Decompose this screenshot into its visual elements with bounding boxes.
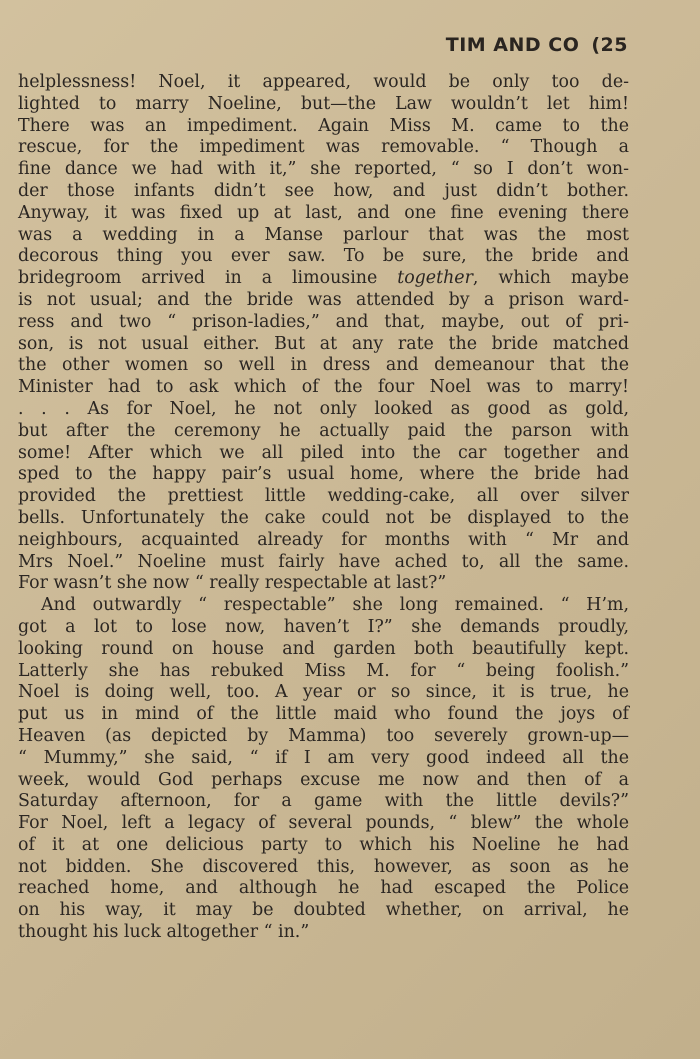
text-line: Latterly she has rebuked Miss M. for “ being foolish.” [18,660,629,681]
text-line: Minister had to ask which of the four Noel was to marry! [18,377,629,398]
text-line: provided the prettiest little wedding-cake, all over silver [18,486,629,507]
text-line: of it at one delicious party to which his Noeline he had [18,834,629,855]
text-line: der those infants didn’t see how, and just didn’t bother. [18,180,629,201]
page-number: (25 [591,34,628,56]
text-line: “ Mummy,” she said, “ if I am very good indeed all the [18,747,629,768]
text-line: reached home, and although he had escaped the Police [18,878,629,899]
text-line: but after the ceremony he actually paid the parson with [18,420,629,441]
text-line: helplessness! Noel, it appeared, would be only too de- [18,72,629,92]
text-line: ress and two “ prison-ladies,” and that, maybe, out of pri- [18,311,629,332]
text-line: rescue, for the impediment was removable. “ Though a [18,137,629,158]
text-line: bridegroom arrived in a limousine together, which maybe [18,268,629,289]
text-line: Mrs Noel.” Noeline must fairly have ached to, all the same. [18,551,629,572]
text-line: put us in mind of the little maid who found the joys of [18,704,629,725]
text-line: the other women so well in dress and demeanour that the [18,355,629,376]
text-line: some! After which we all piled into the car together and [18,442,629,463]
text-line: For Noel, left a legacy of several pounds, “ blew” the whole [18,813,629,834]
text-line: week, would God perhaps excuse me now and then of a [18,769,629,790]
text-line: on his way, it may be doubted whether, on arrival, he [18,900,629,921]
text-line: . . . As for Noel, he not only looked as good as gold, [18,398,629,419]
body-text [18,72,629,944]
text-line: Saturday afternoon, for a game with the little devils?” [18,791,629,812]
running-title: TIM AND CO [445,34,580,56]
text-line: For wasn’t she now “ really respectable at last?” [18,573,447,594]
text-line: And outwardly “ respectable” she long remained. “ H’m, [41,595,629,616]
text-line: Noel is doing well, too. A year or so since, it is true, he [18,682,629,703]
text-line: was a wedding in a Manse parlour that was the most [18,224,629,245]
text-line: son, is not usual either. But at any rate the bride matched [18,333,629,354]
text-line: bells. Unfortunately the cake could not be displayed to the [18,507,629,528]
text-line: thought his luck altogether “ in.” [18,922,310,943]
text-line: looking round on house and garden both beautifully kept. [18,638,629,659]
text-line: not bidden. She discovered this, however, as soon as he [18,856,629,877]
text-line: lighted to marry Noeline, but—the Law wouldn’t let him! [18,93,629,114]
text-line: is not usual; and the bride was attended by a prison ward- [18,289,629,310]
running-head [446,34,628,56]
text-line: There was an impediment. Again Miss M. came to the [18,115,629,136]
text-line: Anyway, it was fixed up at last, and one fine evening there [18,202,629,223]
text-line: got a lot to lose now, haven’t I?” she demands proudly, [18,616,629,637]
text-line: neighbours, acquainted already for months with “ Mr and [18,529,629,550]
text-line: sped to the happy pair’s usual home, where the bride had [18,464,629,485]
text-line: decorous thing you ever saw. To be sure, the bride and [18,246,629,267]
text-line: fine dance we had with it,” she reported, “ so I don’t won- [18,159,629,180]
text-line: Heaven (as depicted by Mamma) too severely grown-up— [18,725,629,746]
